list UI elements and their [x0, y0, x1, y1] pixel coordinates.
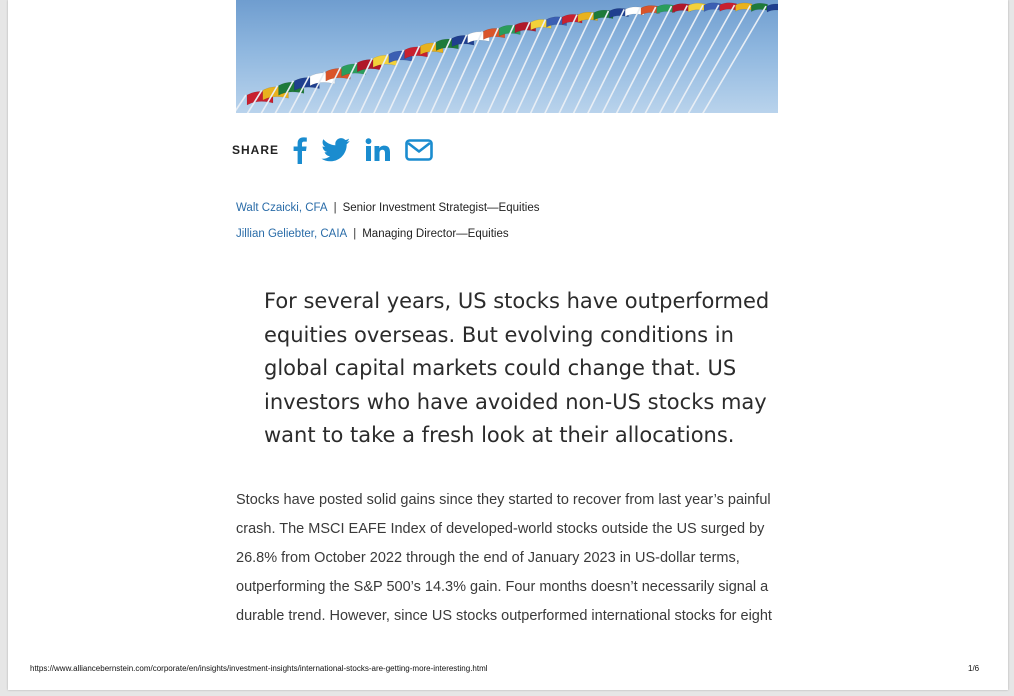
author-title: Managing Director—Equities: [362, 228, 509, 240]
share-bar: [232, 134, 447, 166]
share-label: SHARE: [232, 143, 280, 157]
facebook-icon[interactable]: [293, 136, 307, 164]
author-separator: |: [333, 202, 337, 214]
author-name-link[interactable]: Jillian Geliebter, CAIA: [236, 228, 348, 240]
body-paragraph: Stocks have posted solid gains since they started to recover from last year’s painful crash. The MSCI EAFE Index of developed-world stocks outside the US surged by 26.8% from October 2022 through the end of January 2023 in US-dollar terms, outperforming the S&P 500’s 14.3% gain. Four months doesn’t necessarily signal a durable trend. However, since US stocks outperformed international stocks for eight: [236, 492, 772, 624]
intro-paragraph: For several years, US stocks have outperformed equities overseas. But evolving conditions in global capital markets could change that. US investors who have avoided non-US stocks may want to take a fresh look at their allocations.: [264, 289, 770, 447]
twitter-icon[interactable]: [321, 138, 351, 162]
author-name-link[interactable]: Walt Czaicki, CFA: [236, 202, 328, 214]
author-row: [236, 225, 539, 251]
print-footer-page-number: 1/6: [968, 664, 980, 673]
author-list: [236, 199, 539, 251]
author-title: Senior Investment Strategist—Equities: [342, 202, 540, 214]
author-row: [236, 199, 539, 225]
print-footer-url: https://www.alliancebernstein.com/corporate/en/insights/investment-insights/international-stocks-are-getting-more-interesting.html: [30, 664, 488, 673]
hero-image-flags: [236, 0, 778, 113]
linkedin-icon[interactable]: [365, 138, 391, 162]
email-icon[interactable]: [405, 139, 433, 161]
document-page: [8, 0, 1008, 690]
author-separator: |: [353, 228, 357, 240]
